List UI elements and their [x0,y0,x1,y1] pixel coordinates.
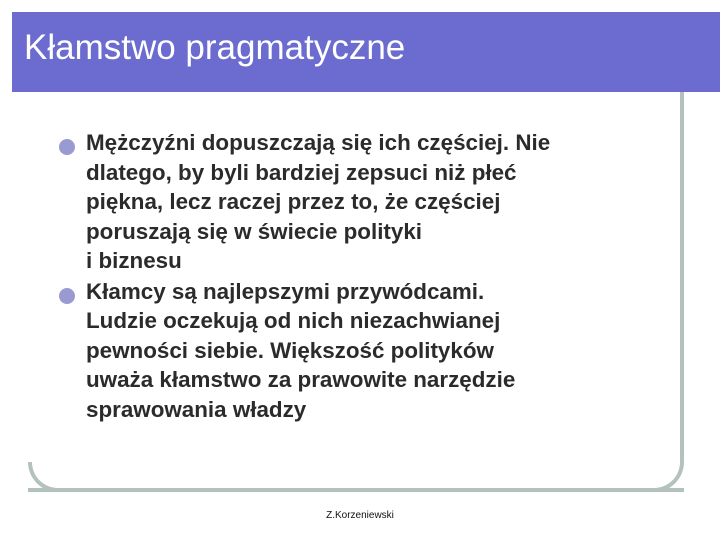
bullet-dot-icon [59,139,75,155]
footer-author: Z.Korzeniewski [326,510,394,521]
slide-frame-bottom [28,462,684,492]
bullet-item [56,277,666,425]
slide-title: Kłamstwo pragmatyczne [24,28,406,67]
title-underline [12,93,636,97]
bullet-item [56,128,666,276]
bullet-dot-icon [59,288,75,304]
bullet-text: Kłamcy są najlepszymi przywódcami. Ludzie oczekują od nich niezachwianej pewności siebie. Większość polityków uważa kłamstwo za prawowite narzędzie sprawowania władzy [86,278,516,422]
bullet-text: Mężczyźni dopuszczają się ich częściej. Nie dlatego, by byli bardziej zepsuci niż płeć piękna, lecz raczej przez to, że częściej poruszają się w świecie polityki i biznesu [86,130,551,273]
bullet-list [56,128,666,425]
